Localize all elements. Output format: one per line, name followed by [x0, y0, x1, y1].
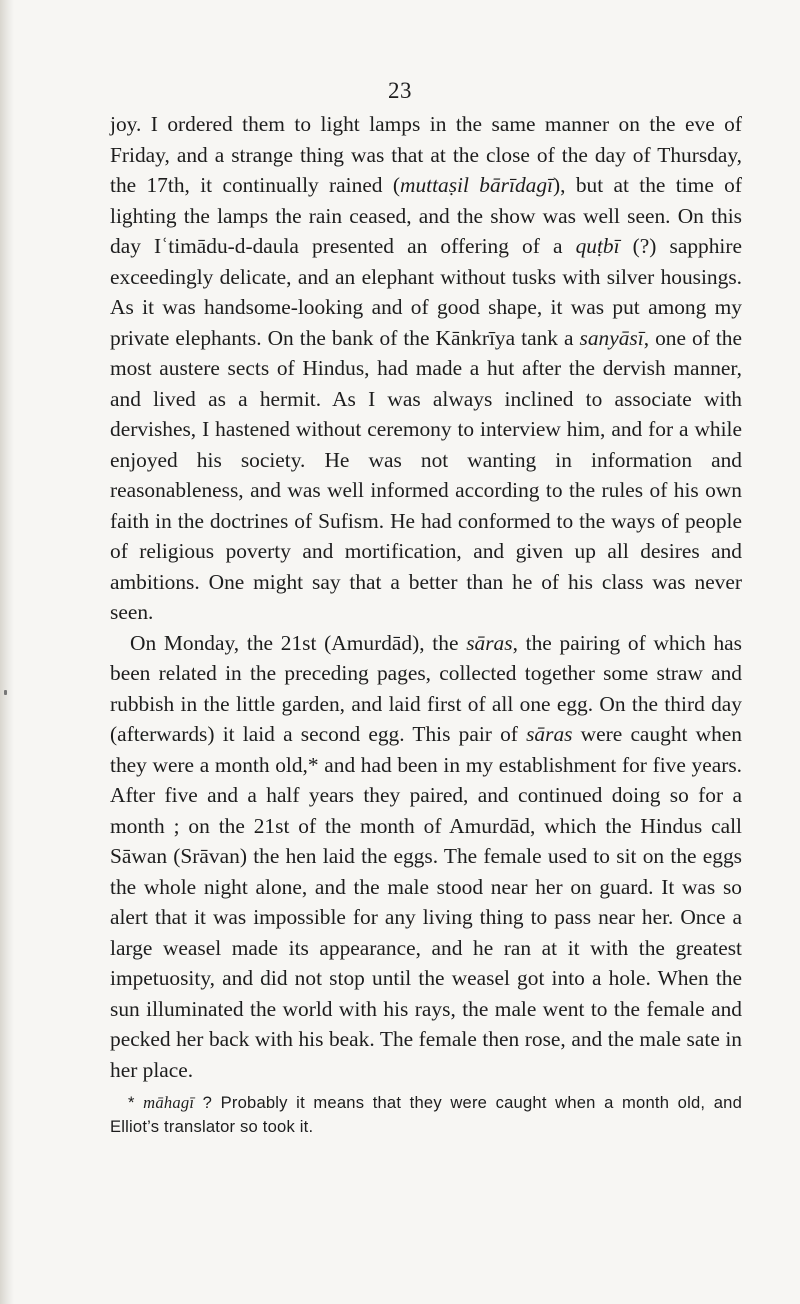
- italic-term: sanyāsī: [579, 325, 644, 350]
- paragraph: [110, 109, 742, 628]
- text-run: joy. I ordered them to light lamps in the same manner on the eve of Friday, and a strange thing was that at the close of the day of Thursday, the 17th, it continually rained (: [110, 112, 742, 197]
- page-number: 23: [388, 78, 412, 103]
- text-run: , one of the most austere sects of Hindus, had made a hut after the dervish manner, and lived as a hermit. As I was always inclined to associate with dervishes, I hastened without ceremony to interview him, and for a while enjoyed his society. He was not wanting in information and reasonableness, and was well informed according to the rules of his own faith in the doctrines of Sufism. He had conformed to the ways of people of religious poverty and mortification, and given up all desires and ambitions. One might say that a better than he of his class was never seen.: [110, 325, 742, 624]
- italic-term: quṭbī: [575, 234, 620, 258]
- text-run: , the pairing of which has been related in the preceding pages, collected together some straw and rubbish in the little garden, and laid first of all one egg. On the third day (afterwards) it laid a second egg. This pair of: [110, 630, 742, 746]
- text-run: *: [128, 1093, 144, 1112]
- scan-speck: [4, 690, 7, 695]
- italic-term: sāras: [526, 722, 573, 746]
- text-run: (?) sapphire exceedingly delicate, and an elephant without tusks with silver housings. As it was handsome-looking and of good shape, it was put among my private elephants. On the bank of the Kānkrīya tank a: [110, 234, 742, 350]
- text-run: On Monday, the 21st (Amurdād), the: [130, 630, 467, 655]
- italic-term: māhagī: [143, 1093, 195, 1112]
- text-run: ), but at the time of lighting the lamps the rain ceased, and the show was well seen. On this day Iʿtimādu-d-daula presented an offering of a: [110, 173, 742, 258]
- text-run: ? Probably it means that they were caught when a month old, and Elliot’s translator so took it.: [110, 1093, 742, 1136]
- italic-term: sāras: [466, 630, 513, 655]
- footnote: [110, 1091, 742, 1139]
- body-text: [110, 109, 742, 1139]
- paragraph: [110, 628, 742, 1086]
- text-run: were caught when they were a month old,* and had been in my establishment for five years. After five and a half years they paired, and continued doing so for a month ; on the 21st of the month of Amurdād, which the Hindus call Sāwan (Srāvan) the hen laid the eggs. The female used to sit on the eggs the whole night alone, and the male stood near her on guard. It was so alert that it was impossible for any living thing to pass near her. Once a large weasel made its appearance, and he ran at it with the greatest impetuosity, and did not stop until the weasel got into a hole. When the sun illuminated the world with his rays, the male went to the female and pecked her back with his beak. The female then rose, and the male sate in her place.: [110, 722, 742, 1082]
- italic-term: muttaṣil bārīdagī: [400, 173, 553, 197]
- page-gutter-shadow: [0, 0, 14, 1304]
